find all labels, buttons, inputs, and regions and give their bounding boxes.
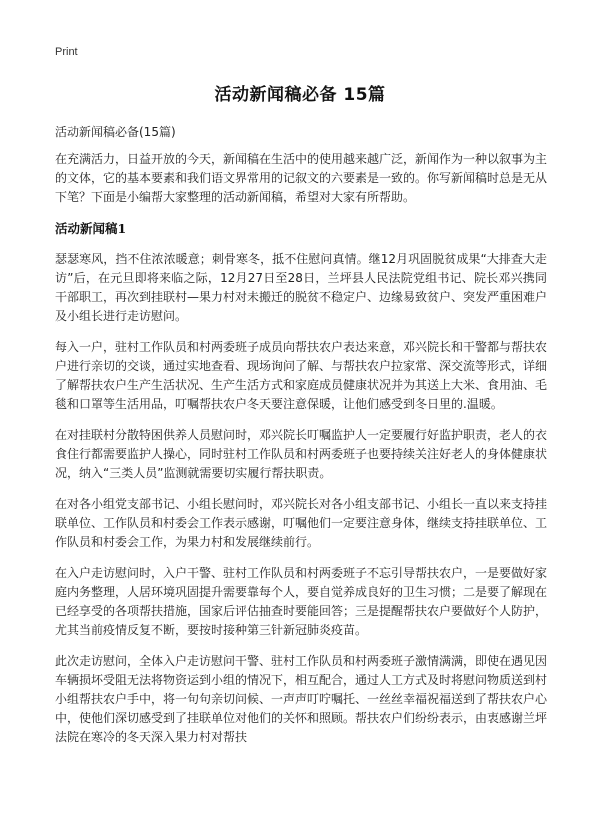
- document-body: [55, 150, 547, 759]
- section-heading: 活动新闻稿1: [55, 221, 127, 236]
- body-paragraph: 在对各小组党支部书记、小组长慰问时，邓兴院长对各小组支部书记、小组长一直以来支持挂联单位、工作队员和村委会工作表示感谢，叮嘱他们一定要注意身体，继续支持挂联单位、工作队员和村委会工作，为果力村和发展继续前行。: [55, 497, 548, 549]
- document-subtitle: 活动新闻稿必备(15篇): [55, 125, 176, 139]
- body-paragraph: 每入一户，驻村工作队员和村两委班子成员向帮扶农户表达来意，邓兴院长和干警都与帮扶农户进行亲切的交谈，通过实地查看、现场询问了解、与帮扶农户拉家常、深交流等形式，详细了解帮扶农户生产生活状况、生产生活方式和家庭成员健康状况并为其送上大米、食用油、毛毯和口罩等生活用品，叮嘱帮扶农户冬天要注意保暖，让他们感受到冬日里的.温暖。: [55, 340, 548, 411]
- print-link[interactable]: Print: [55, 46, 78, 58]
- intro-paragraph: 在充满活力，日益开放的今天，新闻稿在生活中的使用越来越广泛，新闻作为一种以叙事为主的文体，它的基本要素和我们语文界常用的记叙文的六要素是一致的。你写新闻稿时总是无从下笔？下面是小编帮大家整理的活动新闻稿，希望对大家有所帮助。: [55, 152, 548, 204]
- body-paragraph: 此次走访慰问，全体入户走访慰问干警、驻村工作队员和村两委班子激情满满，即使在遇见因车辆损坏受阻无法将物资运到小组的情况下，相互配合，通过人工方式及时将慰问物质送到村小组帮扶农户手中，将一句句亲切问候、一声声叮咛嘱托、一丝丝幸福祝福送到了帮扶农户心中，使他们深切感受到了挂联单位对他们的关怀和照顾。帮扶农户们纷纷表示，由衷感谢兰坪法院在寒冷的冬天深入果力村对帮扶: [55, 654, 548, 744]
- body-paragraph: 瑟瑟寒风，挡不住浓浓暖意；刺骨寒冬，抵不住慰问真情。继12月巩固脱贫成果“大排查大走访”后，在元旦即将来临之际，12月27日至28日，兰坪县人民法院党组书记、院长邓兴携同干部职工，再次到挂联村—果力村对未搬迁的脱贫不稳定户、边缘易致贫户、突发严重困难户及小组长进行走访慰问。: [55, 252, 548, 323]
- body-paragraph: 在入户走访慰问时，入户干警、驻村工作队员和村两委班子不忘引导帮扶农户，一是要做好家庭内务整理，人居环境巩固提升需要靠每个人，要自觉养成良好的卫生习惯；二是要了解现在已经享受的各项帮扶措施，国家后评估抽查时要能回答；三是提醒帮扶农户要做好个人防护，尤其当前疫情反复不断，要按时接种第三针新冠肺炎疫苗。: [55, 566, 548, 637]
- document-title: 活动新闻稿必备 15篇: [214, 85, 386, 105]
- body-paragraph: 在对挂联村分散特困供养人员慰问时，邓兴院长叮嘱监护人一定要履行好监护职责，老人的衣食住行都需要监护人操心，同时驻村工作队员和村两委班子也要持续关注好老人的身体健康状况，纳入“三类人员”监测就需要切实履行帮扶职责。: [55, 428, 548, 480]
